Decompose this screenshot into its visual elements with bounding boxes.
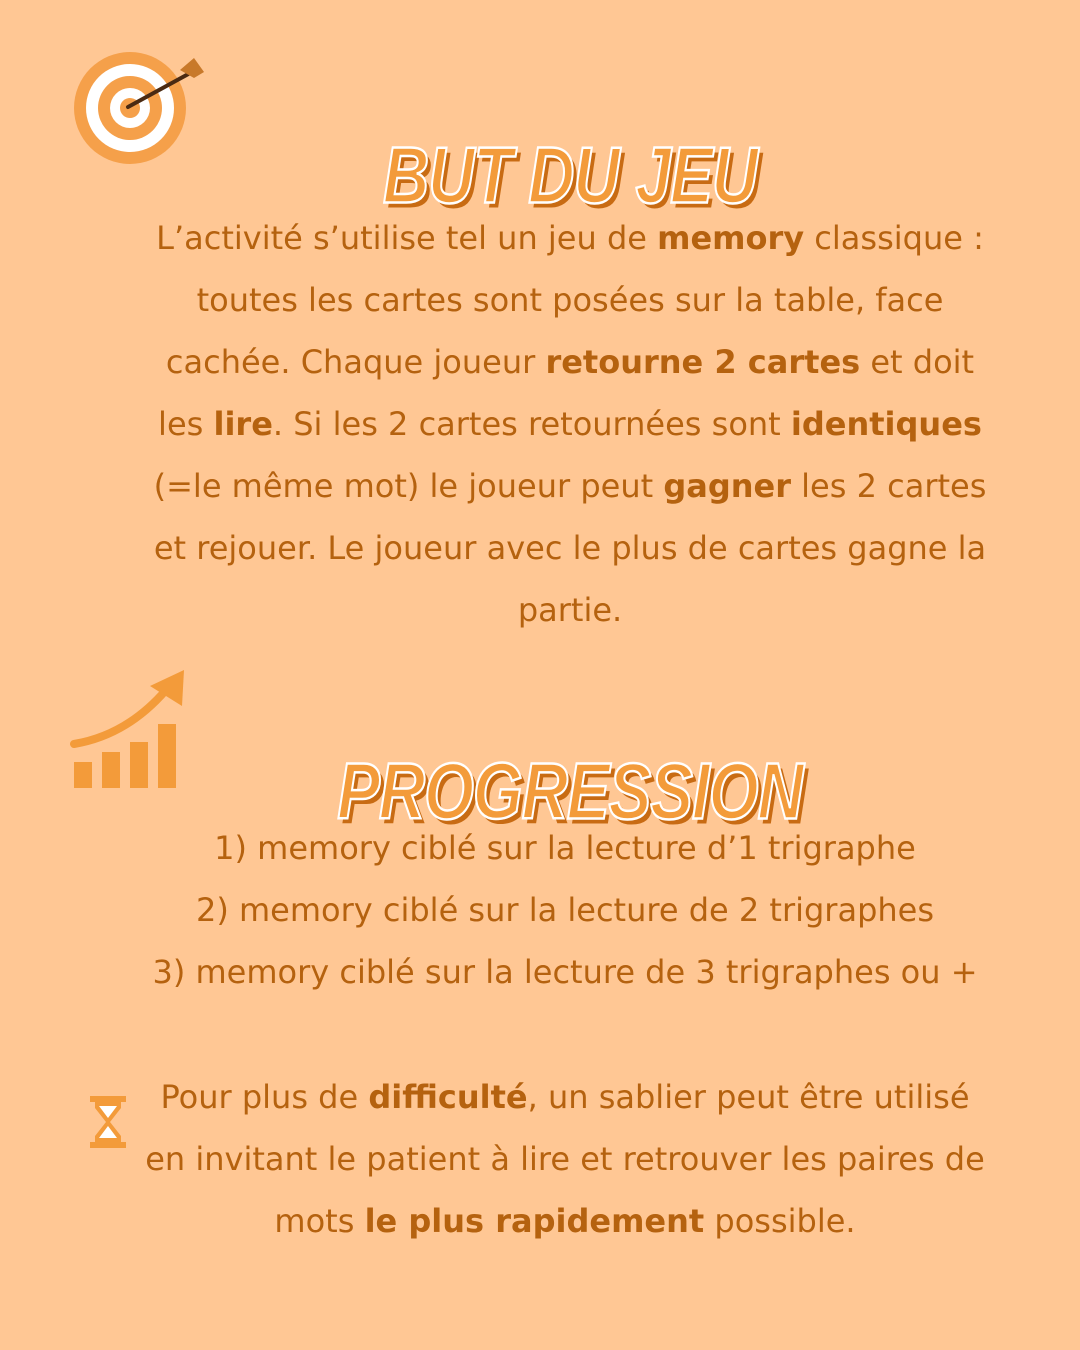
difficulty-description: Pour plus de difficulté, un sablier peut être utilisé en invitant le patient à lire et retrouver les paires de mots le plus rapidement possible. bbox=[145, 1078, 985, 1240]
goal-description: L’activité s’utilise tel un jeu de memory classique : toutes les cartes sont posées sur la table, face cachée. Chaque joueur retourne 2 cartes et doit les lire. Si les 2 cartes retournées sont identiques (=le même mot) le joueur peut gagner les 2 cartes et rejouer. Le joueur avec le plus de cartes gagne la partie. bbox=[153, 219, 987, 629]
progression-title: PROGRESSION bbox=[337, 745, 803, 836]
list-item: 2) memory ciblé sur la lecture de 2 trigraphes bbox=[195, 891, 935, 929]
hourglass-icon bbox=[88, 1094, 128, 1150]
progression-list bbox=[140, 817, 990, 1003]
list-item: 3) memory ciblé sur la lecture de 3 trigraphes ou + bbox=[152, 953, 978, 991]
list-item: 1) memory ciblé sur la lecture d’1 trigraphe bbox=[214, 829, 916, 867]
goal-title: BUT DU JEU bbox=[382, 129, 758, 220]
